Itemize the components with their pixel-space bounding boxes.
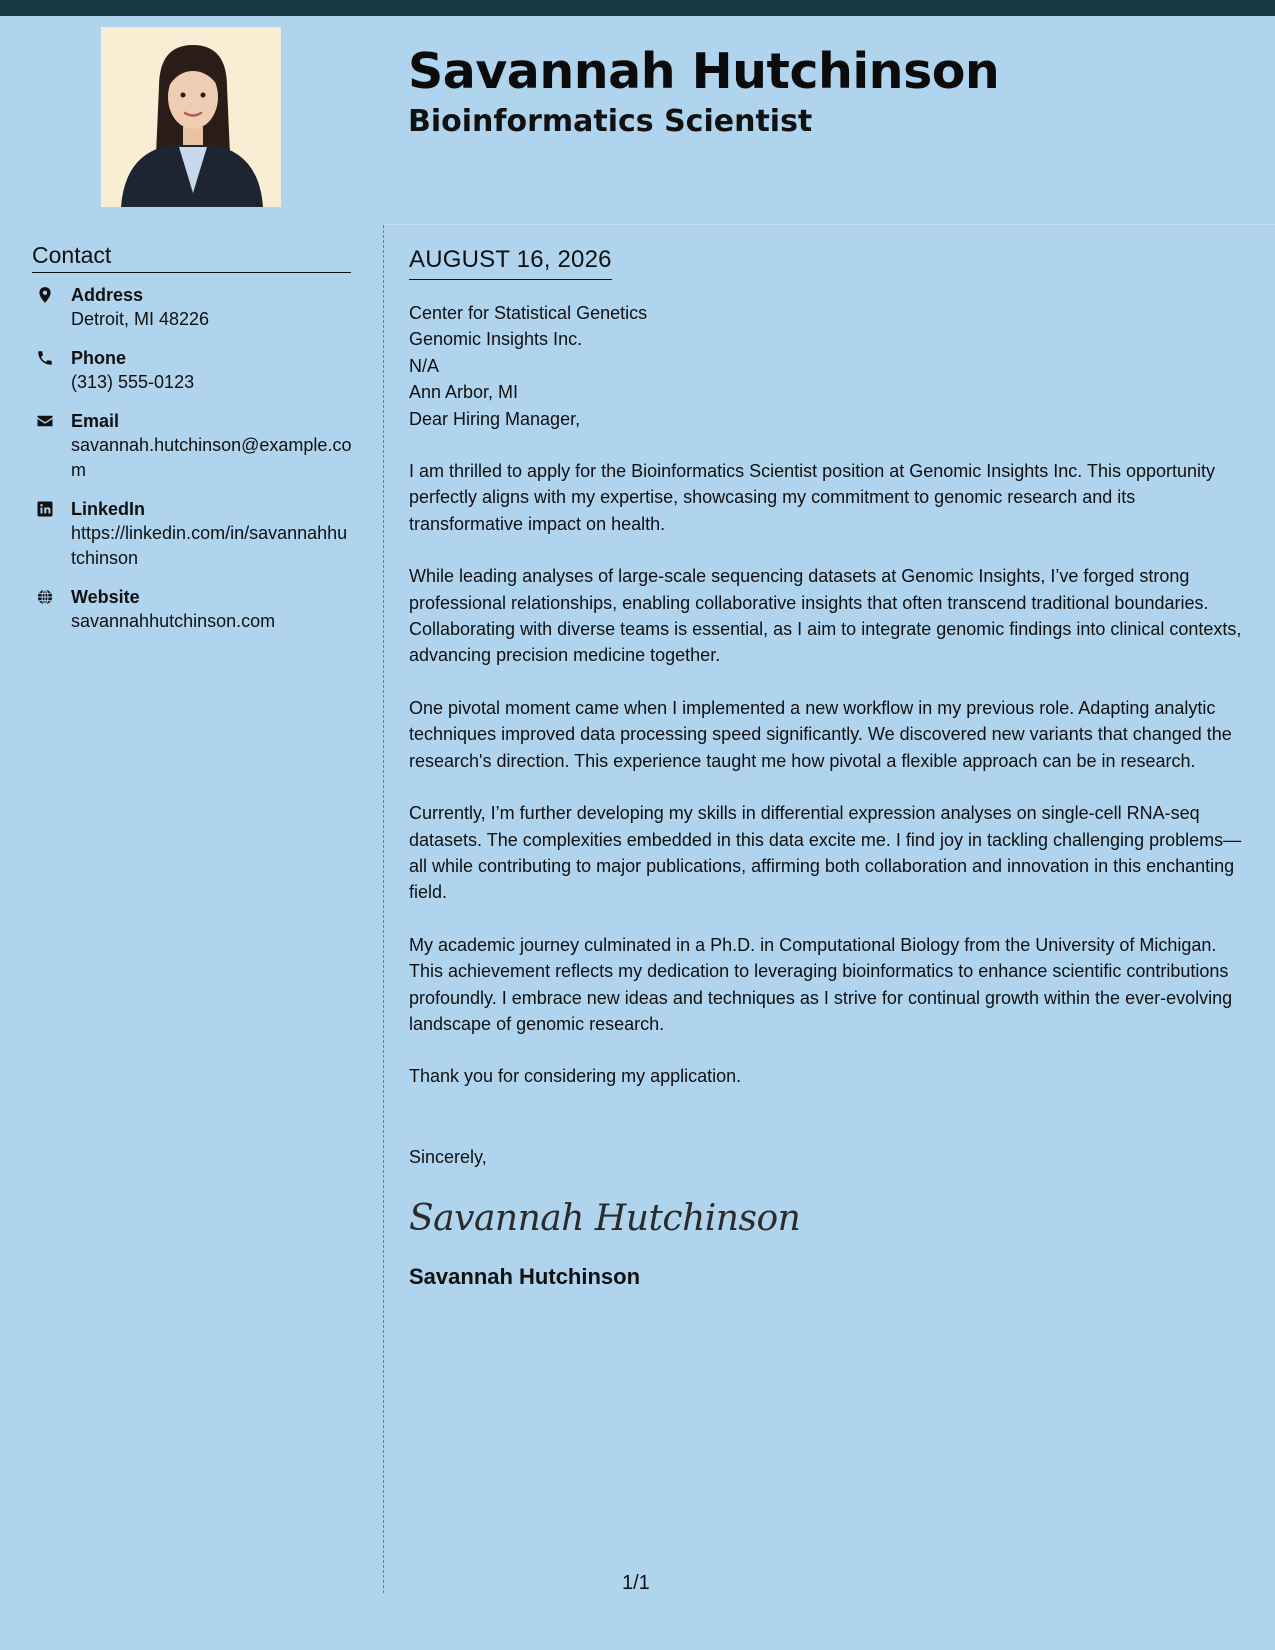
email-value[interactable]: savannah.hutchinson@example.com xyxy=(71,435,352,480)
salutation: Dear Hiring Manager, xyxy=(409,408,581,429)
contact-label: Website xyxy=(71,587,140,607)
envelope-icon xyxy=(36,412,54,430)
contact-label: Email xyxy=(71,411,120,431)
contact-item-email xyxy=(32,409,352,483)
body-paragraph: While leading analyses of large-scale sequencing datasets at Genomic Insights, I’ve forged strong professional relationships, enabling collaborative insights that often transcend traditional boundaries. Collaborating with diverse teams is essential, as I aim to integrate genomic findings into clinical contexts, advancing precision medicine together. xyxy=(409,566,1242,666)
contact-item-website xyxy=(32,585,352,634)
contact-item-linkedin xyxy=(32,497,352,571)
globe-icon xyxy=(36,588,54,606)
linkedin-link[interactable]: https://linkedin.com/in/savannahhutchinson xyxy=(71,523,348,568)
website-link[interactable]: savannahhutchinson.com xyxy=(71,611,276,631)
column-divider xyxy=(383,225,384,1593)
closing: Sincerely, xyxy=(409,1146,487,1167)
body-paragraph: Currently, I’m further developing my skills in differential expression analyses on single-cell RNA-seq datasets. The complexities embedded in this data excite me. I find joy in tackling challenging problems—all while contributing to major publications, affirming both collaboration and innovation in this enchanting field. xyxy=(409,803,1242,903)
page-number: 1/1 xyxy=(622,1572,650,1594)
contact-label: LinkedIn xyxy=(71,499,146,519)
linkedin-icon xyxy=(36,500,54,518)
signed-name: Savannah Hutchinson xyxy=(409,1264,641,1290)
contact-list xyxy=(32,283,352,648)
recipient-company: Genomic Insights Inc. xyxy=(409,329,583,350)
thank-you-line: Thank you for considering my application. xyxy=(409,1066,742,1087)
recipient-block xyxy=(409,300,1254,406)
phone-icon xyxy=(36,349,54,367)
contact-heading: Contact xyxy=(32,240,351,273)
recipient-department: Center for Statistical Genetics xyxy=(409,303,648,323)
recipient-street: N/A xyxy=(409,355,440,376)
top-bar xyxy=(0,0,1275,16)
body-paragraph: One pivotal moment came when I implemented a new workflow in my previous role. Adapting analytic techniques improved data processing speed significantly. We discovered new variants that changed the research's direction. This experience taught me how pivotal a flexible approach can be in research. xyxy=(409,697,1232,771)
letter-date: AUGUST 16, 2026 xyxy=(409,244,612,280)
body-paragraph: My academic journey culminated in a Ph.D. in Computational Biology from the University of Michigan. This achievement reflects my dedication to leveraging bioinformatics to enhance scientific contributions profoundly. I embrace new ideas and techniques as I strive for continual growth within the ever-evolving landscape of genomic research. xyxy=(409,934,1233,1034)
address-value: Detroit, MI 48226 xyxy=(71,309,210,329)
map-pin-icon xyxy=(36,286,54,304)
contact-item-address xyxy=(32,283,352,332)
profile-photo xyxy=(101,27,281,207)
phone-value[interactable]: (313) 555-0123 xyxy=(71,372,195,392)
header-divider xyxy=(384,224,1275,225)
contact-item-phone xyxy=(32,346,352,395)
letter-body xyxy=(409,240,1254,1292)
body-paragraph: I am thrilled to apply for the Bioinformatics Scientist position at Genomic Insights Inc. This opportunity perfectly aligns with my expertise, showcasing my commitment to genomic research and its transformative impact on health. xyxy=(409,461,1216,534)
recipient-city: Ann Arbor, MI xyxy=(409,382,519,403)
candidate-name: Savannah Hutchinson xyxy=(408,43,1000,100)
job-title: Bioinformatics Scientist xyxy=(408,104,813,139)
contact-label: Address xyxy=(71,285,144,305)
signature: Savannah Hutchinson xyxy=(409,1198,801,1240)
contact-label: Phone xyxy=(71,348,127,368)
